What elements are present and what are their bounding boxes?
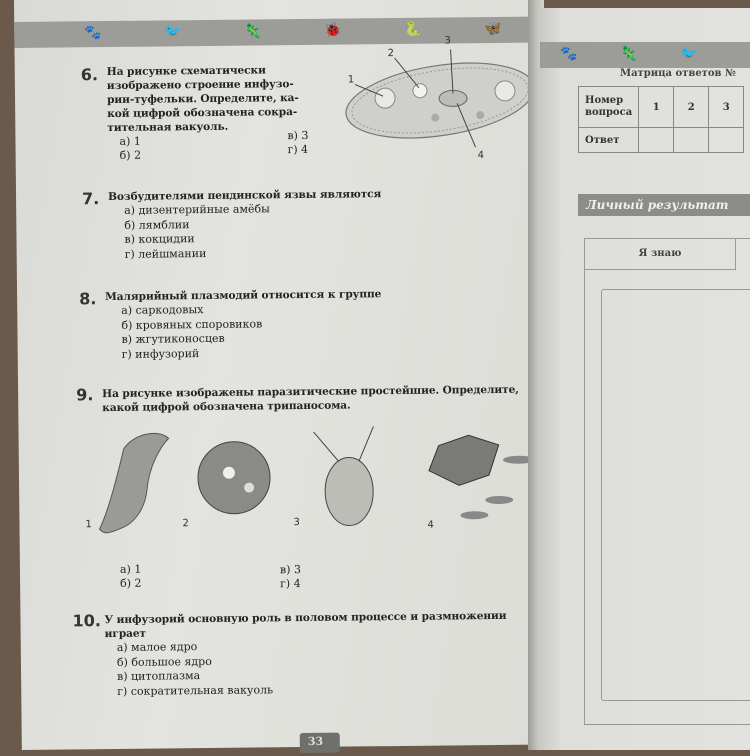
- question-9: [102, 382, 542, 415]
- figure-label-1: 1: [85, 519, 92, 531]
- option-c[interactable]: в) 3: [279, 563, 302, 577]
- option-d[interactable]: г) инфузорий: [121, 346, 200, 361]
- animal-silhouette-icon: 🦋: [484, 20, 502, 38]
- paramecium-diagram: [334, 34, 545, 156]
- vacuole-2: [413, 84, 427, 98]
- sporozoite: [460, 511, 488, 519]
- personal-result-header: Личный результат: [578, 194, 750, 216]
- flagellum: [314, 432, 339, 462]
- question-7-text: Возбудителями пендинской язвы являются: [108, 188, 382, 204]
- plasmodium-cluster: [429, 435, 500, 486]
- question-10-options: [105, 636, 566, 699]
- question-10-text: У инфузорий основную роль в половом процессе и размножении играет: [104, 609, 507, 641]
- option-b[interactable]: б) лямблии: [124, 217, 190, 232]
- sporozoite: [485, 496, 513, 504]
- question-6-options: [107, 128, 317, 165]
- option-a[interactable]: а) 1: [119, 134, 141, 148]
- option-a[interactable]: а) дизентерийные амёбы: [124, 202, 270, 217]
- diagram-label-1: 1: [347, 74, 355, 86]
- diagram-label-2: 2: [387, 48, 395, 60]
- question-6-text: На рисунке схематически изображено строение инфузо- рии-туфельки. Определите, ка- кой цифрой обозначена сокра- тительная вакуоль.: [106, 64, 299, 135]
- question-10: [104, 608, 565, 699]
- animal-silhouette-icon: 🐍: [404, 21, 422, 38]
- contractile-vacuole-right: [495, 81, 515, 101]
- lamblia-shape: [325, 457, 374, 525]
- question-9-text: На рисунке изображены паразитические простейшие. Определите, какой цифрой обозначена трипаносома.: [102, 383, 519, 415]
- option-a[interactable]: а) малое ядро: [116, 640, 198, 654]
- i-know-box: [584, 238, 750, 725]
- flagellum: [358, 426, 373, 461]
- question-6-number: 6.: [80, 65, 99, 85]
- figure-label-4: 4: [427, 519, 434, 531]
- answer-cell[interactable]: [674, 128, 709, 153]
- option-c[interactable]: в) жгутиконосцев: [121, 331, 225, 346]
- column-header-1: 1: [639, 87, 674, 128]
- column-header-3: 3: [709, 87, 744, 128]
- option-a[interactable]: а) 1: [119, 562, 142, 576]
- trypanosoma-shape: [99, 433, 170, 533]
- diagram-label-4: 4: [477, 150, 485, 162]
- diagram-label-3: 3: [444, 35, 451, 47]
- option-c[interactable]: в) 3: [287, 128, 309, 143]
- option-d[interactable]: г) 4: [280, 577, 301, 591]
- answer-matrix-table: [578, 86, 744, 153]
- left-page: [14, 0, 544, 750]
- figure-label-3: 3: [293, 517, 300, 529]
- question-8-number: 8.: [79, 289, 97, 309]
- question-8-text: Малярийный плазмодий относится к группе: [105, 288, 382, 304]
- option-d[interactable]: г) 4: [287, 142, 309, 157]
- question-7-number: 7.: [81, 189, 100, 209]
- figure-label-2: 2: [182, 518, 189, 530]
- question-9-options: [120, 560, 360, 593]
- row-label-answer: Ответ: [579, 128, 639, 153]
- question-7: [108, 186, 509, 262]
- answer-cell[interactable]: [639, 128, 674, 153]
- animal-silhouette-icon: 🐞: [324, 22, 342, 39]
- question-8-options: [105, 300, 506, 362]
- right-page: [540, 8, 750, 750]
- question-8: [105, 286, 506, 362]
- option-b[interactable]: б) большое ядро: [116, 654, 212, 669]
- option-d[interactable]: г) лейшмании: [124, 246, 207, 261]
- contractile-vacuole-left: [375, 88, 395, 108]
- animal-silhouette-icon: 🐦: [680, 46, 698, 62]
- answer-cell[interactable]: [709, 128, 744, 153]
- column-header-2: 2: [674, 87, 709, 128]
- page-number: 33: [307, 734, 324, 748]
- option-a[interactable]: а) саркодовых: [121, 303, 204, 317]
- animal-silhouette-icon: 🐦: [164, 24, 182, 41]
- option-b[interactable]: б) 2: [119, 148, 142, 162]
- i-know-write-area[interactable]: [601, 289, 750, 701]
- amoeba-cyst-shape: [198, 441, 271, 514]
- option-c[interactable]: в) цитоплазма: [117, 669, 201, 683]
- row-label-question-number: Номер вопроса: [579, 87, 639, 128]
- question-6: [107, 63, 318, 165]
- animal-silhouette-icon: 🦎: [244, 23, 262, 40]
- option-d[interactable]: г) сократительная вакуоль: [117, 682, 274, 698]
- animal-silhouette-icon: 🦎: [620, 46, 638, 62]
- matrix-title: Матрица ответов №: [620, 68, 736, 79]
- question-7-options: [108, 200, 509, 262]
- option-b[interactable]: б) 2: [120, 576, 142, 590]
- i-know-header: Я знаю: [585, 239, 736, 270]
- animal-silhouette-icon: 🐾: [560, 46, 578, 62]
- protists-illustration: [78, 424, 549, 549]
- option-c[interactable]: в) кокцидии: [124, 232, 195, 246]
- question-9-number: 9.: [76, 385, 94, 405]
- decorative-animal-banner: [540, 42, 750, 68]
- question-10-number: 10.: [72, 611, 101, 631]
- animal-silhouette-icon: 🐾: [84, 25, 102, 42]
- option-b[interactable]: б) кровяных споровиков: [121, 316, 263, 332]
